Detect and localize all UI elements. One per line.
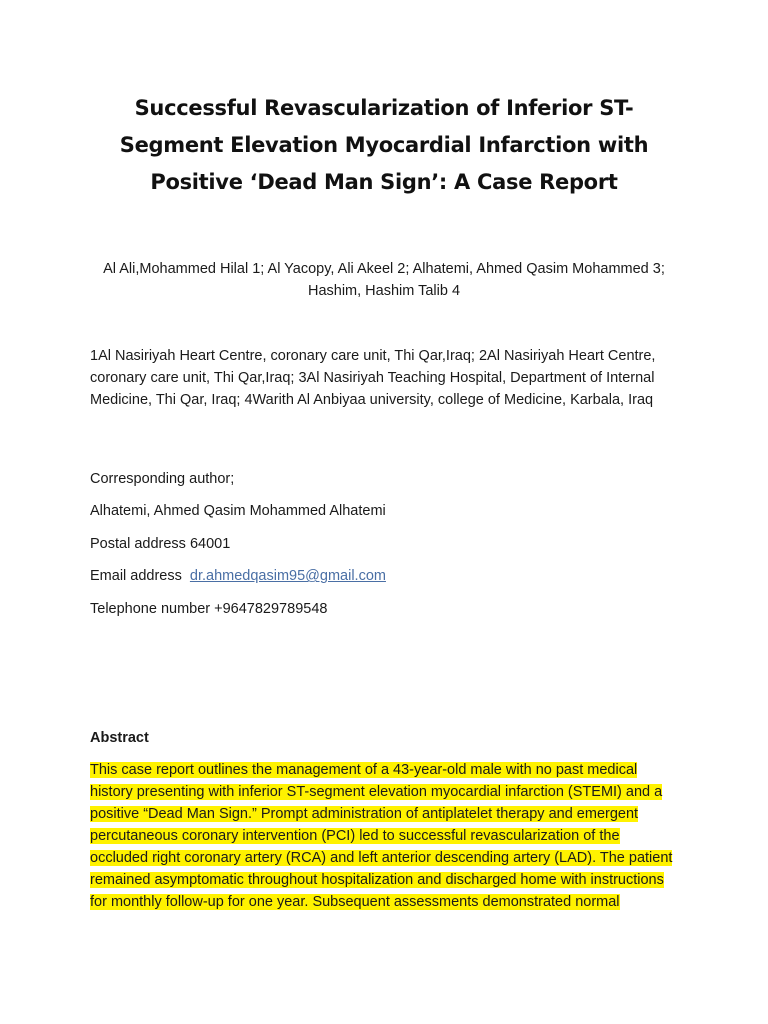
affiliations xyxy=(90,345,690,411)
title-line: Successful Revascularization of Inferior ST- xyxy=(134,96,634,120)
highlighted-text: remained asymptomatic throughout hospitalization and discharged home with instructions xyxy=(90,872,664,888)
affiliation-line: 1Al Nasiriyah Heart Centre, coronary care unit, Thi Qar,Iraq; 2Al Nasiriyah Heart Centre, xyxy=(90,348,656,364)
highlighted-text: positive “Dead Man Sign.” Prompt administration of antiplatelet therapy and emergent xyxy=(90,806,639,822)
highlighted-text: occluded right coronary artery (RCA) and left anterior descending artery (LAD). The patient xyxy=(90,850,673,866)
highlighted-text: percutaneous coronary intervention (PCI) led to successful revascularization of the xyxy=(90,828,620,844)
abstract-line xyxy=(90,847,690,869)
abstract-line xyxy=(90,825,690,847)
abstract-line xyxy=(90,759,690,781)
paper-title xyxy=(100,90,668,201)
corresponding-author-heading: Corresponding author; xyxy=(90,471,235,487)
highlighted-text: for monthly follow-up for one year. Subsequent assessments demonstrated normal xyxy=(90,894,620,910)
abstract-heading: Abstract xyxy=(90,730,149,746)
highlighted-text: This case report outlines the management of a 43-year-old male with no past medical xyxy=(90,762,638,778)
highlighted-text: history presenting with inferior ST-segment elevation myocardial infarction (STEMI) and a xyxy=(90,784,663,800)
postal-address: Postal address 64001 xyxy=(90,535,231,552)
title-line: Segment Elevation Myocardial Infarction with xyxy=(119,133,649,157)
author-line: Al Ali,Mohammed Hilal 1; Al Yacopy, Ali Akeel 2; Alhatemi, Ahmed Qasim Mohammed 3; xyxy=(103,261,665,277)
telephone-number: Telephone number +9647829789548 xyxy=(90,600,328,617)
email-label: Email address xyxy=(90,568,182,585)
email-link[interactable]: dr.ahmedqasim95@gmail.com xyxy=(189,568,386,585)
abstract-line xyxy=(90,803,690,825)
abstract-line xyxy=(90,869,690,891)
author-list xyxy=(60,258,708,302)
abstract-body xyxy=(90,759,690,913)
title-line: Positive ‘Dead Man Sign’: A Case Report xyxy=(150,170,618,194)
abstract-line xyxy=(90,891,690,913)
affiliation-line: coronary care unit, Thi Qar,Iraq; 3Al Nasiriyah Teaching Hospital, Department of Internal xyxy=(90,370,655,386)
corresponding-author-block xyxy=(90,468,386,630)
email-row xyxy=(90,565,386,597)
abstract-line xyxy=(90,781,690,803)
corresponding-author-name: Alhatemi, Ahmed Qasim Mohammed Alhatemi xyxy=(90,503,386,520)
author-line: Hashim, Hashim Talib 4 xyxy=(307,283,461,299)
affiliation-line: Medicine, Thi Qar, Iraq; 4Warith Al Anbiyaa university, college of Medicine, Karbala, Iraq xyxy=(90,392,654,408)
